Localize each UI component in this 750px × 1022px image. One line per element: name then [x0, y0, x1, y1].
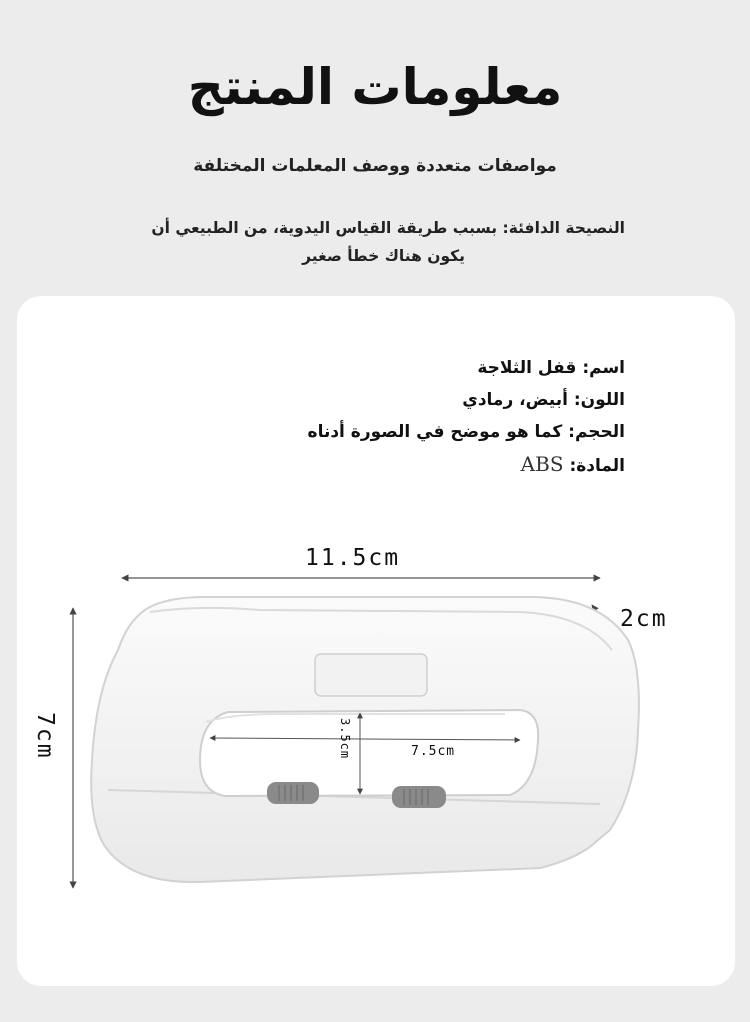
spec-value: ABS	[520, 452, 564, 476]
spec-value: كما هو موضح في الصورة أدناه	[307, 422, 563, 442]
height-label: 7cm	[32, 712, 58, 760]
inner-height-label: 3.5cm	[338, 718, 352, 760]
warm-tip-line-2: يكون هناك خطأ صغير	[302, 247, 465, 265]
spec-label: الحجم:	[568, 422, 625, 442]
spec-label: المادة:	[569, 456, 625, 476]
spec-label: اللون:	[573, 390, 625, 410]
spec-value: أبيض، رمادي	[462, 390, 568, 410]
grey-button-right	[392, 786, 446, 808]
lock-body	[91, 597, 639, 882]
depth-label: 2cm	[620, 606, 668, 632]
grey-button-left	[267, 782, 319, 804]
width-label: 11.5cm	[305, 545, 401, 571]
page-subtitle: مواصفات متعددة ووصف المعلمات المختلفة	[193, 156, 557, 176]
spec-label: اسم:	[582, 358, 625, 378]
page-title: معلومات المنتج	[187, 58, 563, 116]
spec-value: قفل الثلاجة	[477, 358, 577, 378]
warm-tip-line-1: النصيحة الدافئة: بسبب طريقة القياس اليدوية، من الطبيعي أن	[151, 219, 625, 237]
inner-width-label: 7.5cm	[411, 744, 456, 759]
